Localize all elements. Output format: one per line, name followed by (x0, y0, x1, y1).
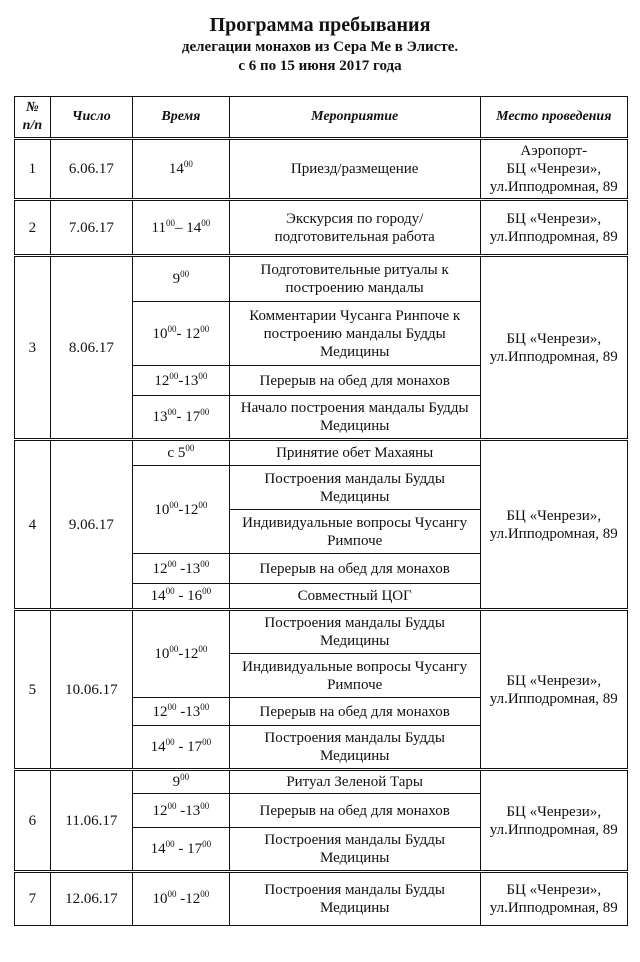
day-date: 11.06.17 (50, 770, 132, 872)
time-cell: $14^{00} - 17^{00}$ (132, 828, 229, 872)
event-cell: Индивидуальные вопросы Чусангу Римпоче (229, 654, 480, 698)
day-num: 5 (15, 610, 51, 770)
header-date: Число (50, 97, 132, 139)
place-cell: Аэропорт- БЦ «Ченрези», ул.Ипподромная, 89 (480, 139, 628, 200)
event-cell: Индивидуальные вопросы Чусангу Римпоче (229, 510, 480, 554)
place-cell: БЦ «Ченрези», ул.Ипподромная, 89 (480, 872, 628, 926)
day-num: 3 (15, 256, 51, 440)
day-num: 1 (15, 139, 51, 200)
event-cell: Перерыв на обед для монахов (229, 554, 480, 584)
table-row (15, 440, 628, 466)
table-row (15, 610, 628, 654)
event-cell: Построения мандалы Будды Медицины (229, 726, 480, 770)
day-date: 12.06.17 (50, 872, 132, 926)
table-row (15, 770, 628, 794)
header-event: Мероприятие (229, 97, 480, 139)
header-place: Место проведения (480, 97, 628, 139)
time-cell: $9^{00}$ (132, 770, 229, 794)
place-cell: БЦ «Ченрези», ул.Ипподромная, 89 (480, 200, 628, 256)
event-cell: Экскурсия по городу/ подготовительная работа (229, 200, 480, 256)
event-cell: Приезд/размещение (229, 139, 480, 200)
table-header-row (15, 97, 628, 139)
time-cell: $12^{00}$ $-13^{00}$ (132, 794, 229, 828)
document-title: Программа пребывания (209, 14, 431, 36)
time-cell: $9^{00}$ (132, 256, 229, 302)
event-cell: Построения мандалы Будды Медицины (229, 828, 480, 872)
header-time: Время (132, 97, 229, 139)
table-row (15, 139, 628, 200)
event-cell: Построения мандалы Будды Медицины (229, 466, 480, 510)
day-num: 6 (15, 770, 51, 872)
event-cell: Перерыв на обед для монахов (229, 366, 480, 396)
event-cell: Подготовительные ритуалы к построению мандалы (229, 256, 480, 302)
place-cell: БЦ «Ченрези», ул.Ипподромная, 89 (480, 770, 628, 872)
time-cell: $12^{00}$ $-13^{00}$ (132, 698, 229, 726)
time-cell: $14^{00} - 16^{00}$ (132, 584, 229, 610)
time-cell: с $5^{00}$ (132, 440, 229, 466)
day-num: 7 (15, 872, 51, 926)
time-cell: $12^{00}$ $-13^{00}$ (132, 554, 229, 584)
event-cell: Построения мандалы Будды Медицины (229, 610, 480, 654)
time-cell: $10^{00}-12^{00}$ (132, 610, 229, 698)
event-cell: Принятие обет Махаяны (229, 440, 480, 466)
event-cell: Совместный ЦОГ (229, 584, 480, 610)
time-cell: $10^{00}-$ $12^{00}$ (132, 302, 229, 366)
day-num: 4 (15, 440, 51, 610)
event-cell: Построения мандалы Будды Медицины (229, 872, 480, 926)
time-cell: $14^{00} - 17^{00}$ (132, 726, 229, 770)
header-num: № п/п (15, 97, 51, 139)
place-cell: БЦ «Ченрези», ул.Ипподромная, 89 (480, 440, 628, 610)
day-date: 7.06.17 (50, 200, 132, 256)
event-cell: Перерыв на обед для монахов (229, 698, 480, 726)
event-cell: Комментарии Чусанга Ринпоче к построению мандалы Будды Медицины (229, 302, 480, 366)
event-cell: Начало построения мандалы Будды Медицины (229, 396, 480, 440)
time-cell: $11^{00}-$ $14^{00}$ (132, 200, 229, 256)
table-row (15, 200, 628, 256)
time-cell: $14^{00}$ (132, 139, 229, 200)
place-cell: БЦ «Ченрези», ул.Ипподромная, 89 (480, 610, 628, 770)
table-row (15, 256, 628, 302)
day-date: 6.06.17 (50, 139, 132, 200)
time-cell: $13^{00}-$ $17^{00}$ (132, 396, 229, 440)
time-cell: $12^{00}-13^{00}$ (132, 366, 229, 396)
document-dates: с 6 по 15 июня 2017 года (238, 58, 402, 74)
day-date: 10.06.17 (50, 610, 132, 770)
day-date: 8.06.17 (50, 256, 132, 440)
event-cell: Перерыв на обед для монахов (229, 794, 480, 828)
program-table (14, 96, 628, 926)
day-date: 9.06.17 (50, 440, 132, 610)
event-cell: Ритуал Зеленой Тары (229, 770, 480, 794)
day-num: 2 (15, 200, 51, 256)
time-cell: $10^{00}-12^{00}$ (132, 466, 229, 554)
place-cell: БЦ «Ченрези», ул.Ипподромная, 89 (480, 256, 628, 440)
table-row (15, 872, 628, 926)
time-cell: $10^{00}$ $-12^{00}$ (132, 872, 229, 926)
document-subtitle: делегации монахов из Сера Ме в Элисте. (181, 39, 459, 55)
